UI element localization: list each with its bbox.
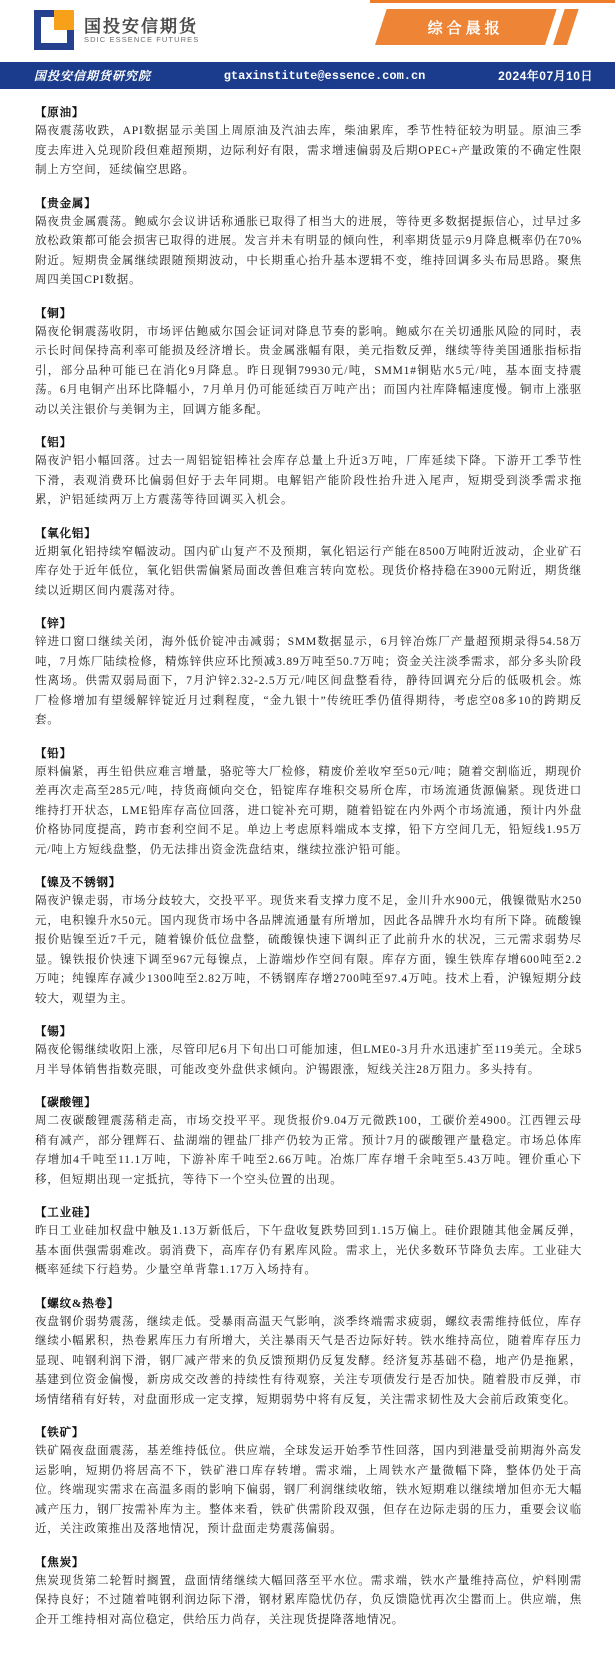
banner-label: 综合晨报 <box>427 19 504 37</box>
section-title: 【原油】 <box>35 107 85 119</box>
section-body: 隔夜伦锡继续收阳上涨，尽管印尼6月下旬出口可能加速，但LME0-3月升水迅速扩至119美元。全球5月半导体销售指数亮眼，可能改变外盘供求倾向。沪锡跟涨，短线关注28万阻力。多头持有。 <box>35 1044 582 1076</box>
logo-name-cn: 国投安信期货 <box>84 17 198 37</box>
logo-name-en: SDIC ESSENCE FUTURES <box>84 34 200 44</box>
section-title: 【氧化铝】 <box>35 527 97 540</box>
report-type-banner <box>375 9 575 45</box>
section-body: 铁矿隔夜盘面震荡，基差维持低位。供应端，全球发运开始季节性回落，国内到港量受前期海外高发运影响，短期仍将居高不下，铁矿港口库存转增。需求端，上周铁水产量微幅下降，整体仍处于高位。终端现实需求在高温多雨的影响下偏弱，钢厂利润继续收缩，铁水短期难以继续增加但亦无大幅减产压力，钢厂按需补库为主。整体来看，铁矿供需阶段双强，但存在边际走弱的压力，重要会议临近，关注政策推出及落地情况，预计盘面走势震荡偏弱。 <box>35 1445 582 1535</box>
section-body: 原料偏紧，再生铅供应难言增量，骆驼等大厂检修，精废价差收窄至50元/吨；随着交割临近，期现价差再次走高至285元/吨，持货商倾向交仓，铅锭库存堆积交易所仓库，市场流通货源偏紧。现货进口维持打开状态，LME铅库存高位回落，进口锭补充可期，随着铅锭在内外两个市场流通，预计内外盘价格协同度提高，跨市套利空间不足。单边上考虑原料端成本支撑，铅下方空间几无，铅短线1.95万元/吨上方短线盘整，仍无法排出资金洗盘结束，继续拉涨沪铅可能。 <box>35 765 582 856</box>
banner-parallelogram <box>375 9 557 45</box>
section-title: 【镍及不锈钢】 <box>35 877 122 889</box>
report-section <box>35 1023 582 1080</box>
section-body: 隔夜伦铜震荡收阴，市场评估鲍威尔国会证词对降息节奏的影响。鲍威尔在关切通胀风险的同时，表示长时间保持高利率可能损及经济增长。贵金属涨幅有限，美元指数反弹，继续等待美国通胀指标指引，部分品种可能已在消化9月降息。昨日现铜79930元/吨，SMM1#铜贴水5元/吨，基本面支持震荡。6月电铜产出环比降幅小，7月单月仍可能延续百万吨产出；而国内社库降幅速度慢。铜市上涨驱动以关注银价与美铜为主，回调方能多配。 <box>35 325 582 416</box>
section-title: 【碳酸锂】 <box>35 1097 97 1109</box>
institute-name: 国投安信期货研究院 <box>34 69 152 83</box>
section-title: 【铝】 <box>35 437 72 449</box>
report-section <box>35 525 582 602</box>
section-title: 【铁矿】 <box>35 1427 85 1439</box>
report-section <box>35 195 582 291</box>
report-section <box>35 1295 582 1411</box>
report-header <box>0 0 615 62</box>
section-title: 【锌】 <box>35 618 72 630</box>
report-section <box>35 745 582 861</box>
logo-text <box>84 18 199 44</box>
info-bar <box>0 62 615 89</box>
report-section <box>35 1424 582 1540</box>
section-body: 锌进口窗口继续关闭，海外低价锭冲击减弱；SMM数据显示，6月锌冶炼厂产量超预期录得54.58万吨，7月炼厂陆续检修，精炼锌供应环比预减3.89万吨至50.7万吨；资金关注淡季需求，部分多头阶段性离场。供需双弱局面下，7月沪锌2.32-2.5万元/吨区间盘整看待，静待回调充分后的低吸机会。炼厂检修增加有望缓解锌锭近月过剩程度，“金九银十”传统旺季仍值得期待，考虑空08多10的跨期反套。 <box>35 636 582 726</box>
section-title: 【铜】 <box>35 307 72 320</box>
report-body <box>0 89 615 1630</box>
sdic-logo-icon <box>34 10 76 52</box>
section-title: 【贵金属】 <box>35 197 97 210</box>
report-section <box>35 434 582 511</box>
banner-sliver <box>553 9 579 45</box>
report-section <box>35 874 582 1009</box>
section-title: 【锡】 <box>35 1026 72 1038</box>
section-body: 隔夜沪镍走弱，市场分歧较大，交投平平。现货来看支撑力度不足，金川升水900元，俄镍微贴水250元，电积镍升水50元。国内现货市场中各品牌流通量有所增加，因此各品牌升水均有所下降。硫酸镍报价贴镍至近7千元，随着镍价低位盘整，硫酸镍快速下调纠正了此前升水的状况，三元需求弱势尽显。镍铁报价快速下调至967元每镍点，上游端炒作空间有限。库存方面，镍生铁库存增600吨至2.2万吨；纯镍库存减少1300吨至2.82万吨，不锈钢库存增2700吨至97.4万吨。技术上看，沪镍短期分歧较大，观望为主。 <box>35 895 582 1005</box>
section-body: 隔夜震荡收跌，API数据显示美国上周原油及汽油去库，柴油累库，季节性特征较为明显。原油三季度去库进入兑现阶段但难超预期，边际利好有限，需求增速偏弱及后期OPEC+产量政策的不确定性限制上方空间，延续偏空思路。 <box>35 125 582 176</box>
report-section <box>35 1094 582 1190</box>
report-section <box>35 1204 582 1281</box>
section-body: 焦炭现货第二轮暂时搁置，盘面情绪继续大幅回落至平水位。需求端，铁水产量维持高位，炉料刚需保持良好；不过随着吨钢利润边际下滑，钢材累库隐忧仍存，负反馈隐忧再次尘嚣而上。供应端，焦企开工维持相对高位稳定，供给压力尚存，关注现货提降落地情况。 <box>35 1574 582 1626</box>
institute-email: gtaxinstitute@essence.com.cn <box>223 68 426 83</box>
report-section <box>35 305 582 421</box>
section-body: 隔夜沪铝小幅回落。过去一周铝锭铝棒社会库存总量上升近3万吨，厂库延续下降。下游开工季节性下滑，表观消费环比偏弱但好于去年同期。电解铝产能阶段性抬升进入尾声，短期受到淡季需求拖累，沪铝延续两万上方震荡等待回调买入机会。 <box>35 455 582 506</box>
company-logo <box>34 10 199 52</box>
section-title: 【螺纹&热卷】 <box>35 1297 120 1310</box>
section-body: 周二夜碳酸锂震荡稍走高，市场交投平平。现货报价9.04万元微跌100，工碳价差4900。江西锂云母稍有减产，部分锂辉石、盐湖端的锂盐厂排产仍较为正常。预计7月的碳酸锂产量稳定。市场总体库存增加4千吨至11.1万吨，下游补库千吨至2.66万吨。冶炼厂库存增千余吨至5.43万吨。锂价重心下移，但短期出现一定抵抗，等待下一个空头位置的出现。 <box>35 1115 582 1186</box>
report-date: 2024年07月10日 <box>498 69 593 83</box>
section-body: 近期氧化铝持续窄幅波动。国内矿山复产不及预期，氧化铝运行产能在8500万吨附近波动，企业矿石库存处于近年低位，氧化铝供需偏紧局面改善但难言转向宽松。现货价格持稳在3900元附近，期货继续以近期区间内震荡对待。 <box>35 545 582 597</box>
section-title: 【焦炭】 <box>35 1556 85 1569</box>
report-section <box>35 615 582 731</box>
section-body: 昨日工业硅加权盘中触及1.13万新低后，下午盘收复跌势回到1.15万偏上。硅价跟随其他金属反弹，基本面供强需弱难改。弱消费下，高库存仍有累库风险。需求上，光伏多数环节降负去库。工业硅大概率延续下行趋势。少量空单背靠1.17万入场持有。 <box>35 1225 582 1276</box>
section-body: 夜盘钢价弱势震荡，继续走低。受暴雨高温天气影响，淡季终端需求疲弱，螺纹表需维持低位，库存继续小幅累积，热卷累库压力有所增大，关注暴雨天气是否边际好转。铁水维持高位，随着库存压力显现、吨钢利润下滑，钢厂减产带来的负反馈预期仍反复发酵。经济复苏基础不稳，地产仍是拖累，基建到位资金偏慢，新房成交改善的持续性有待观察，关注专项债发行是否加快。随着股市反弹，市场情绪稍有好转，对盘面形成一定支撑，短期弱势中将有反复，关注需求韧性及大会前后政策变化。 <box>35 1315 582 1406</box>
logo-orange-square <box>54 10 74 30</box>
section-title: 【铅】 <box>35 747 72 760</box>
report-section <box>35 1554 582 1631</box>
section-body: 隔夜贵金属震荡。鲍威尔会议讲话称通胀已取得了相当大的进展，等待更多数据提振信心，过早过多放松政策都可能会损害已取得的进展。发言并未有明显的倾向性，利率期货显示9月降息概率仍在70%附近。短期贵金属继续跟随预期波动，中长期重心抬升基本逻辑不变，维持回调多头布局思路。聚焦周四美国CPI数据。 <box>35 215 582 286</box>
report-section <box>35 104 582 181</box>
section-title: 【工业硅】 <box>35 1207 97 1219</box>
